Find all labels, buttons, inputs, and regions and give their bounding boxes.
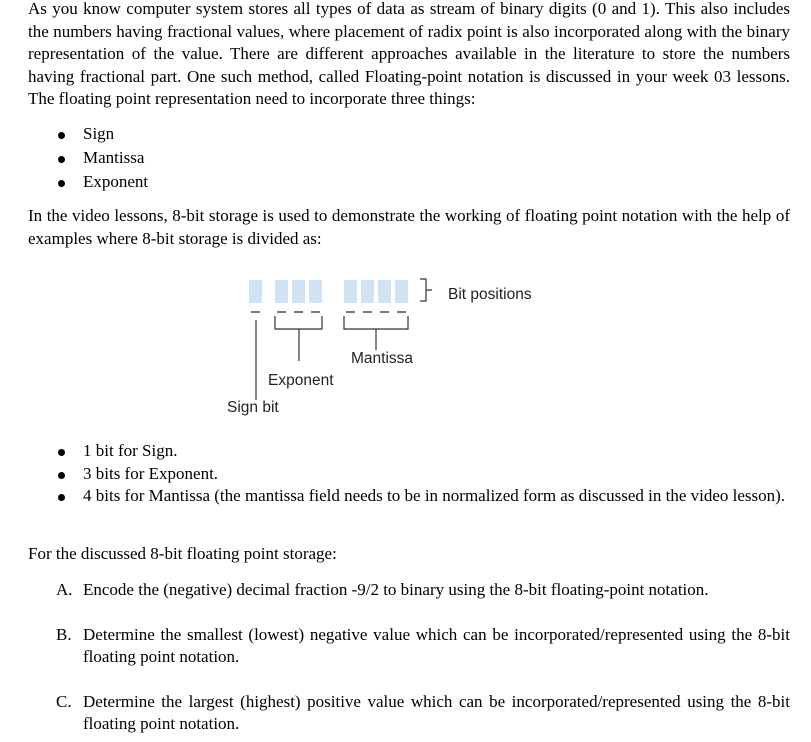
question-text: Encode the (negative) decimal fraction -9/2 to binary using the 8-bit floating-point notation. xyxy=(83,580,709,599)
discussed-paragraph: For the discussed 8-bit floating point storage: xyxy=(28,544,337,563)
bit-cell-mantissa xyxy=(378,280,391,303)
questions-list xyxy=(28,579,790,736)
bit-cell-exponent xyxy=(275,280,288,303)
list-item-text: 1 bit for Sign. xyxy=(83,441,178,460)
bit-cell-mantissa xyxy=(395,280,408,303)
bit-cell-exponent xyxy=(309,280,322,303)
bit-positions-label: Bit positions xyxy=(448,286,532,303)
bullet-icon xyxy=(58,132,65,139)
list-item-text: 3 bits for Exponent. xyxy=(83,463,219,483)
bit-cell-mantissa xyxy=(344,280,357,303)
question-letter: C. xyxy=(56,691,72,711)
list-item xyxy=(28,123,790,146)
list-item-text: Sign xyxy=(83,124,115,143)
question-a xyxy=(28,579,790,602)
list-item-text: 4 bits for Mantissa (the mantissa field needs to be in normalized form as discussed in the video lesson). xyxy=(83,486,786,505)
bit-cell-mantissa xyxy=(361,280,374,303)
bullet-icon xyxy=(58,180,65,187)
list-item-text: Exponent xyxy=(83,172,149,191)
allocation-list xyxy=(28,440,790,508)
components-list xyxy=(28,123,790,195)
exponent-label: Exponent xyxy=(268,372,334,389)
question-b xyxy=(28,624,790,669)
mantissa-label: Mantissa xyxy=(351,350,414,367)
list-item xyxy=(28,463,790,486)
bit-layout-diagram xyxy=(218,275,558,425)
video-paragraph: In the video lessons, 8-bit storage is used to demonstrate the working of floating point notation with the help of examples where 8-bit storage is divided as: xyxy=(28,206,790,248)
bit-cell-sign xyxy=(249,280,262,303)
bullet-icon xyxy=(58,156,65,163)
bullet-icon xyxy=(58,472,65,479)
list-item xyxy=(28,440,790,463)
question-c xyxy=(28,691,790,736)
intro-paragraph: As you know computer system stores all types of data as stream of binary digits (0 and 1). This also includes the numbers having fractional values, where placement of radix point is also incorporated along with the binary representation of the value. There are different approaches available in the literature to store the numbers having fractional part. One such method, called Floating-point notation is discussed in your week 03 lessons. The floating point representation need to incorporate three things: xyxy=(28,0,790,108)
list-item xyxy=(28,147,790,170)
list-item xyxy=(28,485,790,508)
question-letter: A. xyxy=(56,580,73,599)
list-item-text: Mantissa xyxy=(83,148,145,167)
bit-cell-exponent xyxy=(292,280,305,303)
exponent-bracket xyxy=(275,316,322,361)
bullet-icon xyxy=(58,494,65,501)
list-item xyxy=(28,171,790,194)
bit-positions-brace xyxy=(420,279,432,301)
bit-cells xyxy=(249,280,408,303)
question-letter: B. xyxy=(56,624,72,644)
sign-bit-label: Sign bit xyxy=(227,399,279,416)
question-text: Determine the smallest (lowest) negative value which can be incorporated/represented using the 8-bit floating point notation. xyxy=(83,624,790,666)
bullet-icon xyxy=(58,449,65,456)
mantissa-bracket xyxy=(344,316,408,350)
question-text: Determine the largest (highest) positive value which can be incorporated/represented using the 8-bit floating point notation. xyxy=(83,691,790,733)
